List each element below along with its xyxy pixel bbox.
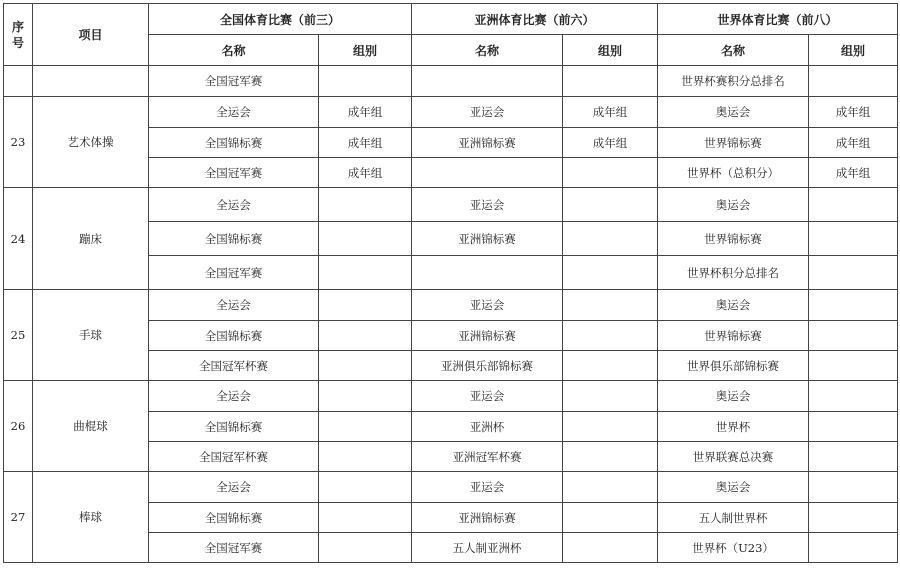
asian-group-cell: 成年组: [563, 128, 658, 158]
asian-name-cell: 亚洲冠军杯赛: [412, 442, 563, 472]
seq-cell: [4, 66, 33, 97]
asian-name-cell: [412, 66, 563, 97]
table-row: [4, 97, 898, 128]
table-row: [4, 188, 898, 222]
national-name-cell: 全国冠军赛: [149, 256, 319, 290]
header-national: 全国体育比赛（前三）: [149, 4, 412, 35]
world-name-cell: 世界杯积分总排名: [658, 256, 809, 290]
asian-group-cell: [563, 66, 658, 97]
world-group-cell: [809, 256, 898, 290]
asian-name-cell: 亚洲锦标赛: [412, 222, 563, 256]
project-cell: 棒球: [33, 472, 149, 563]
table-row: [4, 66, 898, 97]
world-name-cell: 奥运会: [658, 381, 809, 412]
header-national-name: 名称: [149, 35, 319, 66]
asian-name-cell: 亚洲杯: [412, 412, 563, 442]
world-name-cell: 世界联赛总决赛: [658, 442, 809, 472]
asian-name-cell: 亚运会: [412, 381, 563, 412]
world-group-cell: [809, 412, 898, 442]
asian-name-cell: 亚洲锦标赛: [412, 503, 563, 533]
world-name-cell: 奥运会: [658, 290, 809, 321]
world-group-cell: [809, 503, 898, 533]
national-group-cell: [319, 321, 412, 351]
asian-group-cell: [563, 222, 658, 256]
national-group-cell: [319, 351, 412, 381]
asian-name-cell: 亚运会: [412, 290, 563, 321]
national-group-cell: 成年组: [319, 97, 412, 128]
header-world: 世界体育比赛（前八）: [658, 4, 898, 35]
national-group-cell: [319, 381, 412, 412]
national-name-cell: 全国冠军赛: [149, 66, 319, 97]
national-name-cell: 全运会: [149, 290, 319, 321]
world-group-cell: [809, 321, 898, 351]
project-cell: 蹦床: [33, 188, 149, 290]
national-name-cell: 全运会: [149, 381, 319, 412]
national-group-cell: [319, 503, 412, 533]
asian-group-cell: 成年组: [563, 97, 658, 128]
world-group-cell: [809, 188, 898, 222]
national-group-cell: [319, 533, 412, 563]
world-group-cell: 成年组: [809, 128, 898, 158]
national-name-cell: 全运会: [149, 97, 319, 128]
national-name-cell: 全国锦标赛: [149, 222, 319, 256]
national-group-cell: [319, 256, 412, 290]
asian-group-cell: [563, 503, 658, 533]
world-name-cell: 世界杯赛积分总排名: [658, 66, 809, 97]
asian-group-cell: [563, 351, 658, 381]
national-group-cell: [319, 188, 412, 222]
table-row: [4, 472, 898, 503]
table-row: [4, 381, 898, 412]
world-group-cell: 成年组: [809, 158, 898, 188]
world-name-cell: 奥运会: [658, 188, 809, 222]
header-asian-group: 组别: [563, 35, 658, 66]
asian-name-cell: 亚运会: [412, 188, 563, 222]
asian-name-cell: 亚洲锦标赛: [412, 321, 563, 351]
asian-name-cell: 亚洲锦标赛: [412, 128, 563, 158]
world-group-cell: [809, 351, 898, 381]
project-cell: 手球: [33, 290, 149, 381]
asian-group-cell: [563, 412, 658, 442]
national-group-cell: 成年组: [319, 158, 412, 188]
asian-group-cell: [563, 158, 658, 188]
world-group-cell: [809, 442, 898, 472]
asian-name-cell: [412, 256, 563, 290]
world-name-cell: 世界杯: [658, 412, 809, 442]
asian-group-cell: [563, 472, 658, 503]
world-group-cell: [809, 290, 898, 321]
asian-name-cell: 亚运会: [412, 472, 563, 503]
national-group-cell: [319, 222, 412, 256]
asian-group-cell: [563, 256, 658, 290]
world-group-cell: [809, 472, 898, 503]
national-group-cell: [319, 66, 412, 97]
project-cell: 曲棍球: [33, 381, 149, 472]
header-project: 项目: [33, 4, 149, 66]
asian-name-cell: 亚运会: [412, 97, 563, 128]
world-name-cell: 奥运会: [658, 97, 809, 128]
asian-group-cell: [563, 188, 658, 222]
national-group-cell: [319, 412, 412, 442]
world-group-cell: 成年组: [809, 97, 898, 128]
world-group-cell: [809, 222, 898, 256]
world-name-cell: 世界杯（总积分）: [658, 158, 809, 188]
world-group-cell: [809, 533, 898, 563]
national-name-cell: 全国冠军赛: [149, 533, 319, 563]
seq-cell: 23: [4, 97, 33, 188]
competition-table: [3, 3, 898, 563]
seq-cell: 27: [4, 472, 33, 563]
table-row: [4, 290, 898, 321]
header-asian-name: 名称: [412, 35, 563, 66]
world-name-cell: 世界锦标赛: [658, 128, 809, 158]
seq-cell: 24: [4, 188, 33, 290]
header-world-name: 名称: [658, 35, 809, 66]
world-name-cell: 五人制世界杯: [658, 503, 809, 533]
national-name-cell: 全国锦标赛: [149, 128, 319, 158]
seq-cell: 25: [4, 290, 33, 381]
national-name-cell: 全国锦标赛: [149, 412, 319, 442]
world-name-cell: 世界锦标赛: [658, 222, 809, 256]
asian-group-cell: [563, 381, 658, 412]
header-asian: 亚洲体育比赛（前六）: [412, 4, 658, 35]
national-name-cell: 全国锦标赛: [149, 503, 319, 533]
project-cell: [33, 66, 149, 97]
header-world-group: 组别: [809, 35, 898, 66]
seq-cell: 26: [4, 381, 33, 472]
national-name-cell: 全国冠军杯赛: [149, 351, 319, 381]
table-body: [4, 66, 898, 563]
national-group-cell: [319, 472, 412, 503]
national-name-cell: 全运会: [149, 188, 319, 222]
asian-group-cell: [563, 442, 658, 472]
national-group-cell: [319, 442, 412, 472]
world-name-cell: 世界杯（U23）: [658, 533, 809, 563]
world-name-cell: 奥运会: [658, 472, 809, 503]
asian-group-cell: [563, 533, 658, 563]
asian-name-cell: 五人制亚洲杯: [412, 533, 563, 563]
world-group-cell: [809, 66, 898, 97]
asian-group-cell: [563, 290, 658, 321]
asian-name-cell: [412, 158, 563, 188]
national-name-cell: 全国冠军赛: [149, 158, 319, 188]
header-national-group: 组别: [319, 35, 412, 66]
asian-name-cell: 亚洲俱乐部锦标赛: [412, 351, 563, 381]
world-name-cell: 世界锦标赛: [658, 321, 809, 351]
national-group-cell: [319, 290, 412, 321]
world-name-cell: 世界俱乐部锦标赛: [658, 351, 809, 381]
national-name-cell: 全运会: [149, 472, 319, 503]
national-name-cell: 全国冠军杯赛: [149, 442, 319, 472]
project-cell: 艺术体操: [33, 97, 149, 188]
national-name-cell: 全国锦标赛: [149, 321, 319, 351]
header-seq: 序号: [4, 4, 33, 66]
national-group-cell: 成年组: [319, 128, 412, 158]
world-group-cell: [809, 381, 898, 412]
asian-group-cell: [563, 321, 658, 351]
